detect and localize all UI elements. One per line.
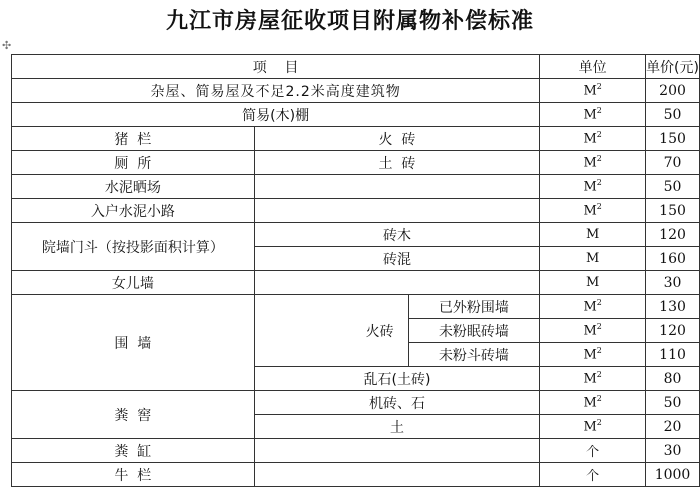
unit-cell: $M^2$ [540,391,646,415]
unit-cell: 个 [540,439,646,463]
sub2-item-cell: 未粉眠砖墙 [408,319,540,343]
header-unit: 单位 [540,55,646,79]
sub-item-cell [254,199,540,223]
table-row [12,223,700,247]
item-cell: 水泥晒场 [12,175,255,199]
price-cell: 150 [646,127,700,151]
table-row [12,295,700,319]
unit-cell: $M^2$ [540,103,646,127]
price-cell: 120 [646,319,700,343]
unit-cell: $M^2$ [540,199,646,223]
sub-item-cell: 砖木 [254,223,540,247]
unit-cell: M [540,271,646,295]
table-row [12,463,700,487]
table-row [12,271,700,295]
header-item: 项 目 [12,55,540,79]
unit-cell: $M^2$ [540,127,646,151]
price-cell: 80 [646,367,700,391]
sub2-item-cell: 已外粉围墙 [408,295,540,319]
item-cell: 粪 窖 [12,391,255,439]
item-cell: 女儿墙 [12,271,255,295]
item-cell: 牛 栏 [12,463,255,487]
table-row [12,175,700,199]
price-cell: 50 [646,391,700,415]
unit-cell: $M^2$ [540,295,646,319]
item-cell: 粪 缸 [12,439,255,463]
sub-item-cell: 火砖 [254,295,408,367]
item-cell: 简易(木)棚 [12,103,540,127]
unit-cell: 个 [540,463,646,487]
price-cell: 70 [646,151,700,175]
unit-cell: $M^2$ [540,79,646,103]
sub-item-cell: 乱石(土砖) [254,367,540,391]
compensation-table [11,54,700,487]
item-cell: 围 墙 [12,295,255,391]
sub-item-cell: 火 砖 [254,127,540,151]
sub2-item-cell: 未粉斗砖墙 [408,343,540,367]
page-title: 九江市房屋征收项目附属物补偿标准 [165,9,534,34]
price-cell: 30 [646,439,700,463]
price-cell: 200 [646,79,700,103]
item-cell: 入户水泥小路 [12,199,255,223]
price-cell: 150 [646,199,700,223]
sub-item-cell [254,463,540,487]
sub-item-cell: 土 砖 [254,151,540,175]
table-row [12,391,700,415]
table-header-row [12,55,700,79]
unit-cell: $M^2$ [540,343,646,367]
price-cell: 50 [646,103,700,127]
unit-cell: M [540,247,646,271]
price-cell: 50 [646,175,700,199]
sub-item-cell: 机砖、石 [254,391,540,415]
table-row [12,79,700,103]
table-row [12,439,700,463]
sub-item-cell [254,175,540,199]
header-price: 单价(元) [646,55,700,79]
unit-cell: M [540,223,646,247]
unit-cell: $M^2$ [540,367,646,391]
price-cell: 120 [646,223,700,247]
item-cell: 杂屋、简易屋及不足2.2米高度建筑物 [12,79,540,103]
sub-item-cell [254,271,540,295]
price-cell: 110 [646,343,700,367]
table-row [12,103,700,127]
price-cell: 130 [646,295,700,319]
item-cell: 院墙门斗（按投影面积计算） [12,223,255,271]
price-cell: 20 [646,415,700,439]
sub-item-cell [254,439,540,463]
price-cell: 160 [646,247,700,271]
move-cross-icon[interactable]: ✣ [2,39,12,52]
unit-cell: $M^2$ [540,415,646,439]
table-row [12,199,700,223]
table-row [12,127,700,151]
price-cell: 30 [646,271,700,295]
item-cell: 猪 栏 [12,127,255,151]
unit-cell: $M^2$ [540,319,646,343]
sub-item-cell: 土 [254,415,540,439]
table-row [12,151,700,175]
price-cell: 1000 [646,463,700,487]
unit-cell: $M^2$ [540,151,646,175]
item-cell: 厕 所 [12,151,255,175]
unit-cell: $M^2$ [540,175,646,199]
sub-item-cell: 砖混 [254,247,540,271]
